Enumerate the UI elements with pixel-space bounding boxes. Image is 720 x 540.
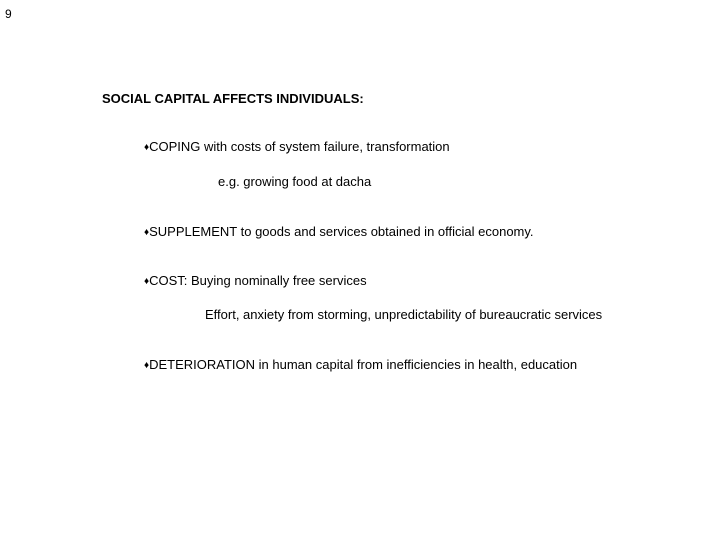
bullet-item-deterioration [144,357,577,375]
diamond-bullet-icon: ♦ [144,227,150,238]
bullet-item-cost [144,273,367,291]
sub-item-cost-detail: Effort, anxiety from storming, unpredictability of bureaucratic services [205,307,603,322]
bullet-item-coping [144,139,450,157]
bullet-item-supplement [144,224,534,242]
sub-item-coping-example: e.g. growing food at dacha [218,174,372,189]
bullet-text: SUPPLEMENT to goods and services obtained in official economy. [149,224,534,239]
diamond-bullet-icon: ♦ [144,360,150,371]
page-number: 9 [5,7,12,21]
bullet-text: DETERIORATION in human capital from inefficiencies in health, education [149,357,578,372]
bullet-text: COST: Buying nominally free services [149,273,367,288]
diamond-bullet-icon: ♦ [144,142,150,153]
diamond-bullet-icon: ♦ [144,276,150,287]
bullet-text: COPING with costs of system failure, transformation [149,139,450,154]
slide-heading: SOCIAL CAPITAL AFFECTS INDIVIDUALS: [102,91,364,106]
